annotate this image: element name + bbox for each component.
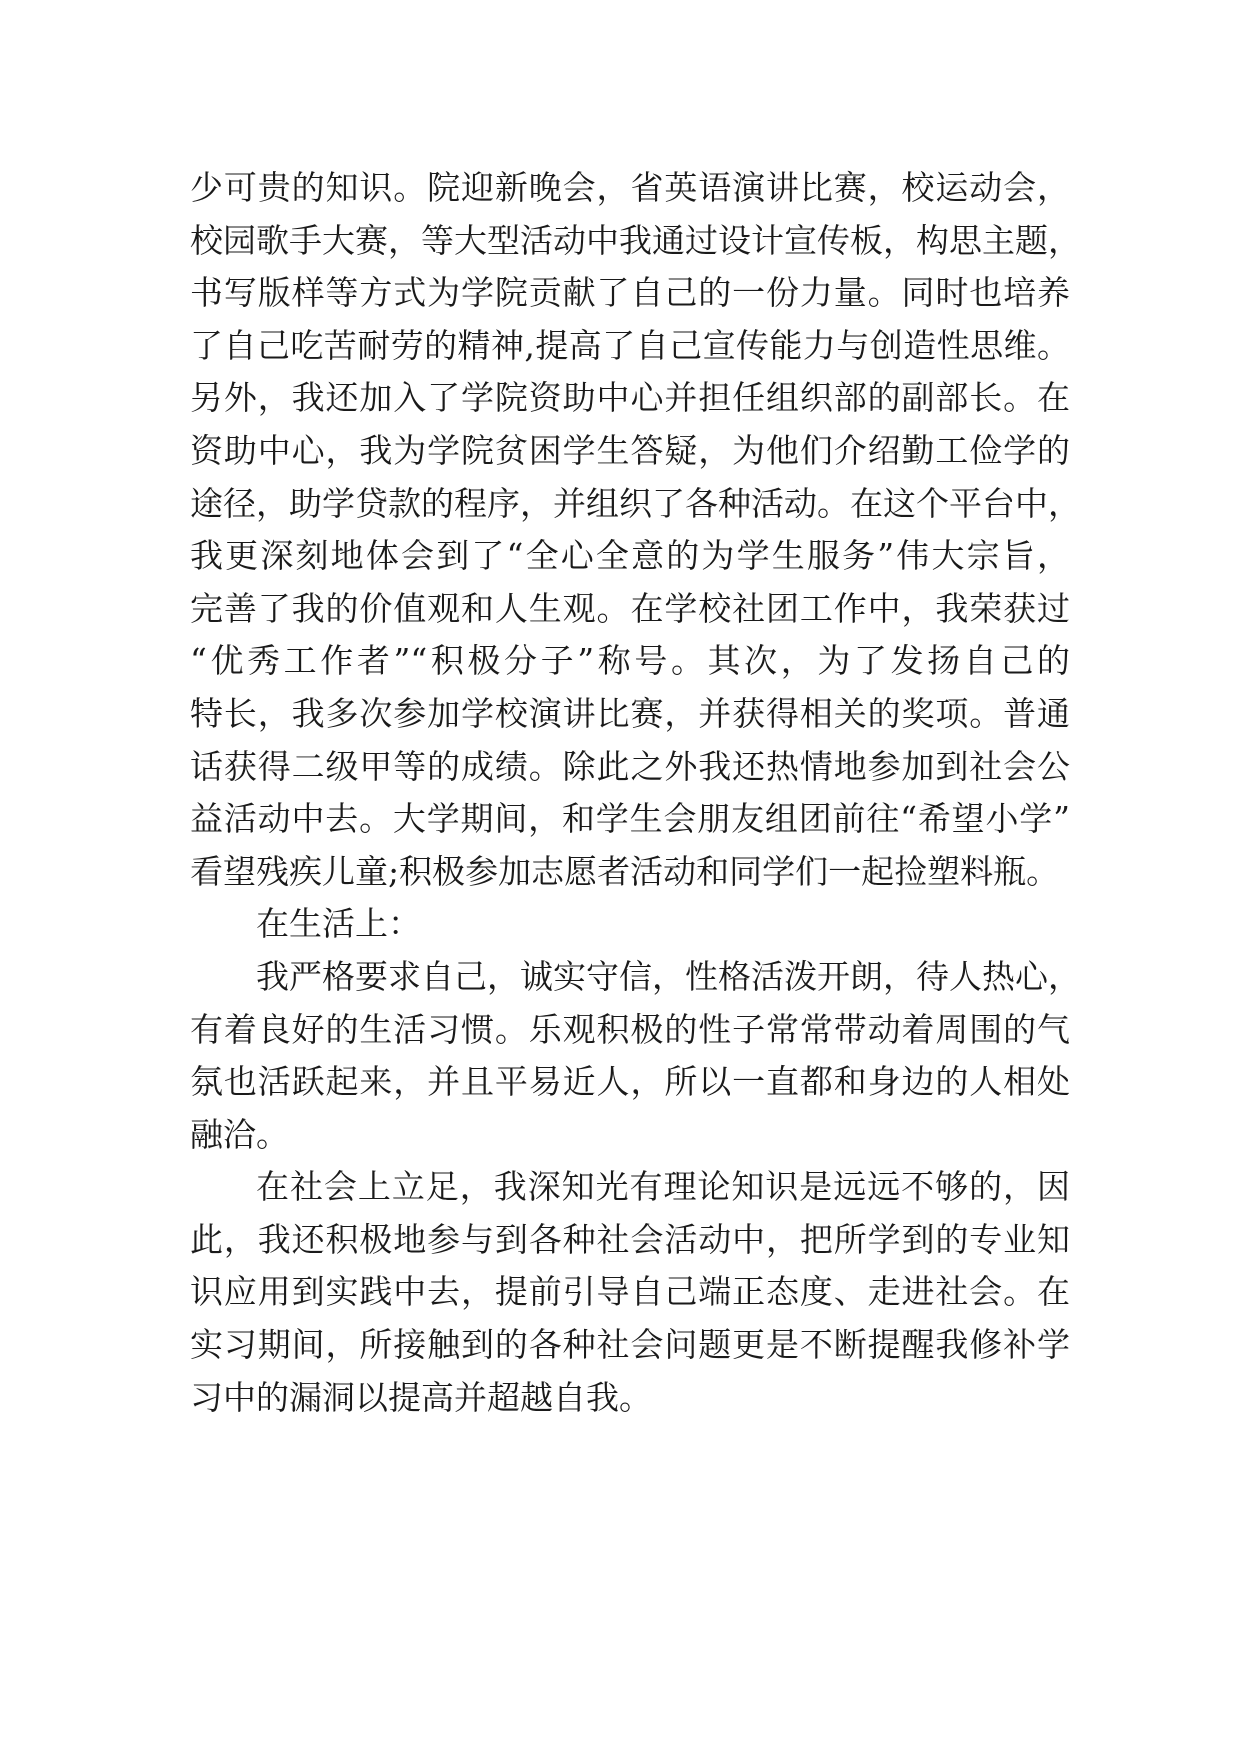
text-line: 了自己吃苦耐劳的精神,提高了自己宣传能力与创造性思维。	[190, 325, 1070, 365]
text-line: 习中的漏洞以提高并超越自我。	[190, 1377, 652, 1417]
text-line: 校园歌手大赛，等大型活动中我通过设计宣传板，构思主题，	[190, 220, 1081, 260]
text-line: 特长，我多次参加学校演讲比赛，并获得相关的奖项。普通	[190, 693, 1070, 733]
body-text	[190, 162, 1081, 1424]
text-line: 少可贵的知识。院迎新晚会，省英语演讲比赛，校运动会，	[190, 168, 1070, 207]
text-line: 资助中心，我为学院贫困学生答疑，为他们介绍勤工俭学的	[190, 430, 1070, 470]
text-line: 我严格要求自己，诚实守信，性格活泼开朗，待人热心，	[256, 956, 1081, 996]
text-line: 我更深刻地体会到了“全心全意的为学生服务”伟大宗旨，	[190, 536, 1070, 576]
text-line: 话获得二级甲等的成绩。除此之外我还热情地参加到社会公	[190, 746, 1070, 786]
text-line: 融洽。	[190, 1114, 289, 1154]
text-line: 书写版样等方式为学院贡献了自己的一份力量。同时也培养	[190, 273, 1070, 313]
text-line: 益活动中去。大学期间，和学生会朋友组团前往“希望小学”	[190, 799, 1070, 839]
text-line: 实习期间，所接触到的各种社会问题更是不断提醒我修补学	[190, 1325, 1070, 1365]
text-line: 完善了我的价值观和人生观。在学校社团工作中，我荣获过	[190, 588, 1070, 628]
text-line: 识应用到实践中去，提前引导自己端正态度、走进社会。在	[190, 1272, 1070, 1312]
text-line: 氛也活跃起来，并且平易近人，所以一直都和身边的人相处	[190, 1062, 1070, 1102]
text-line: 看望残疾儿童;积极参加志愿者活动和同学们一起捡塑料瓶。	[190, 851, 1060, 891]
text-line: “优秀工作者”“积极分子”称号。其次，为了发扬自己的	[190, 641, 1070, 681]
text-line: 途径，助学贷款的程序，并组织了各种活动。在这个平台中，	[190, 483, 1081, 523]
text-line: 此，我还积极地参与到各种社会活动中，把所学到的专业知	[190, 1219, 1070, 1259]
section-heading: 在生活上：	[256, 904, 421, 944]
text-line: 在社会上立足，我深知光有理论知识是远远不够的，因	[256, 1167, 1070, 1207]
text-line: 另外，我还加入了学院资助中心并担任组织部的副部长。在	[190, 378, 1070, 418]
text-line: 有着良好的生活习惯。乐观积极的性子常常带动着周围的气	[190, 1009, 1070, 1049]
